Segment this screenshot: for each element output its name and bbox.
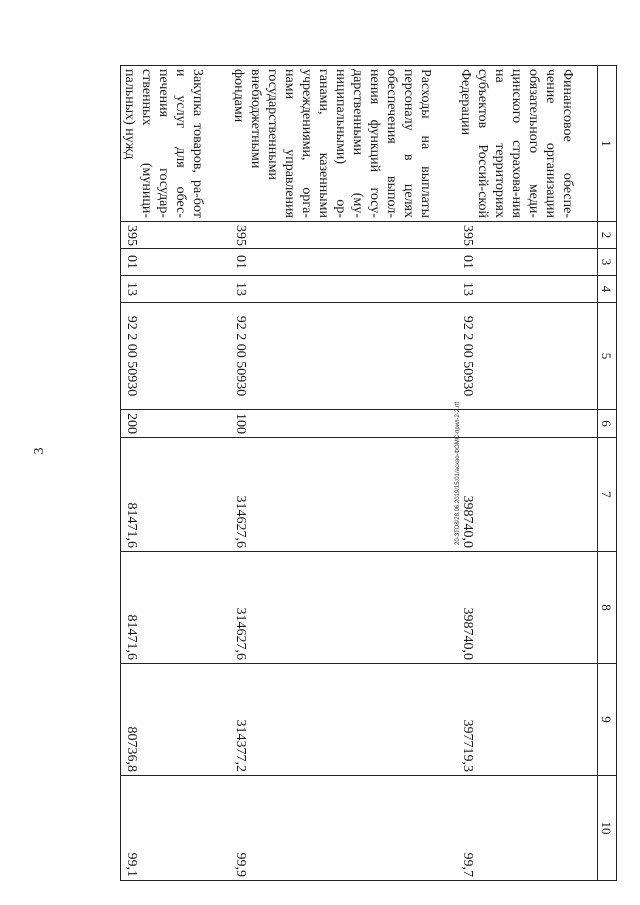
cell-ministry-code: 395 <box>121 222 231 249</box>
document-stamp: 20-ЗТО8/28.06.2019/15:01/асхао-ФОМС-прил-2-2.rtf <box>455 401 461 545</box>
cell-planned-amount: 398740,0 <box>458 552 598 664</box>
cell-target-article: 92 2 00 50930 <box>458 303 598 410</box>
cell-planned-amount: 81471,6 <box>121 552 231 664</box>
column-header: 5 <box>598 303 617 410</box>
cell-expense-type: 100 <box>231 410 458 438</box>
budget-table-container <box>120 65 617 880</box>
column-header: 7 <box>598 438 617 552</box>
cell-planned-amount: 314627,6 <box>231 552 458 664</box>
page-number: 3 <box>32 447 47 455</box>
column-header: 4 <box>598 276 617 303</box>
row-name: Закупка товаров, ра-бот и услуг для обес-печения государ-ственных (муници-пальных) нужд <box>121 66 231 222</box>
cell-section-code: 01 <box>458 249 598 276</box>
column-header: 3 <box>598 249 617 276</box>
cell-expense-type: 200 <box>121 410 231 438</box>
cell-section-code: 01 <box>231 249 458 276</box>
cell-approved-amount: 81471,6 <box>121 438 231 552</box>
cell-execution-percent: 99,7 <box>458 776 598 881</box>
cell-executed-amount: 80736,8 <box>121 664 231 776</box>
cell-ministry-code: 395 <box>231 222 458 249</box>
cell-ministry-code: 395 <box>458 222 598 249</box>
column-header: 8 <box>598 552 617 664</box>
table-header-row <box>598 66 617 881</box>
cell-target-article: 92 2 00 50930 <box>231 303 458 410</box>
column-header: 9 <box>598 664 617 776</box>
cell-subsection-code: 13 <box>231 276 458 303</box>
column-header: 10 <box>598 776 617 881</box>
cell-approved-amount: 314627,6 <box>231 438 458 552</box>
budget-table <box>120 65 617 881</box>
column-header: 1 <box>598 66 617 222</box>
cell-subsection-code: 13 <box>458 276 598 303</box>
cell-execution-percent: 99,9 <box>231 776 458 881</box>
column-header: 2 <box>598 222 617 249</box>
cell-executed-amount: 397719,3 <box>458 664 598 776</box>
cell-approved-amount: 398740,0 <box>458 438 598 552</box>
cell-executed-amount: 314377,2 <box>231 664 458 776</box>
row-name: Финансовое обеспе-чение организации обязательного меди-цинского страхова-ния на территориях субъектов Россий-ской Федерации <box>458 66 598 222</box>
table-row <box>458 66 598 881</box>
cell-execution-percent: 99,1 <box>121 776 231 881</box>
column-header: 6 <box>598 410 617 438</box>
cell-target-article: 92 2 00 50930 <box>121 303 231 410</box>
cell-section-code: 01 <box>121 249 231 276</box>
cell-subsection-code: 13 <box>121 276 231 303</box>
table-row <box>121 66 231 881</box>
table-row <box>231 66 458 881</box>
cell-expense-type <box>458 410 598 438</box>
row-name: Расходы на выплаты персоналу в целях обеспечения выпол-нения функций госу-дарственными (му-ниципальными) ор-ганами, казенными учреждениями, орга-нами управления государственными внебюджетными фондами <box>231 66 458 222</box>
